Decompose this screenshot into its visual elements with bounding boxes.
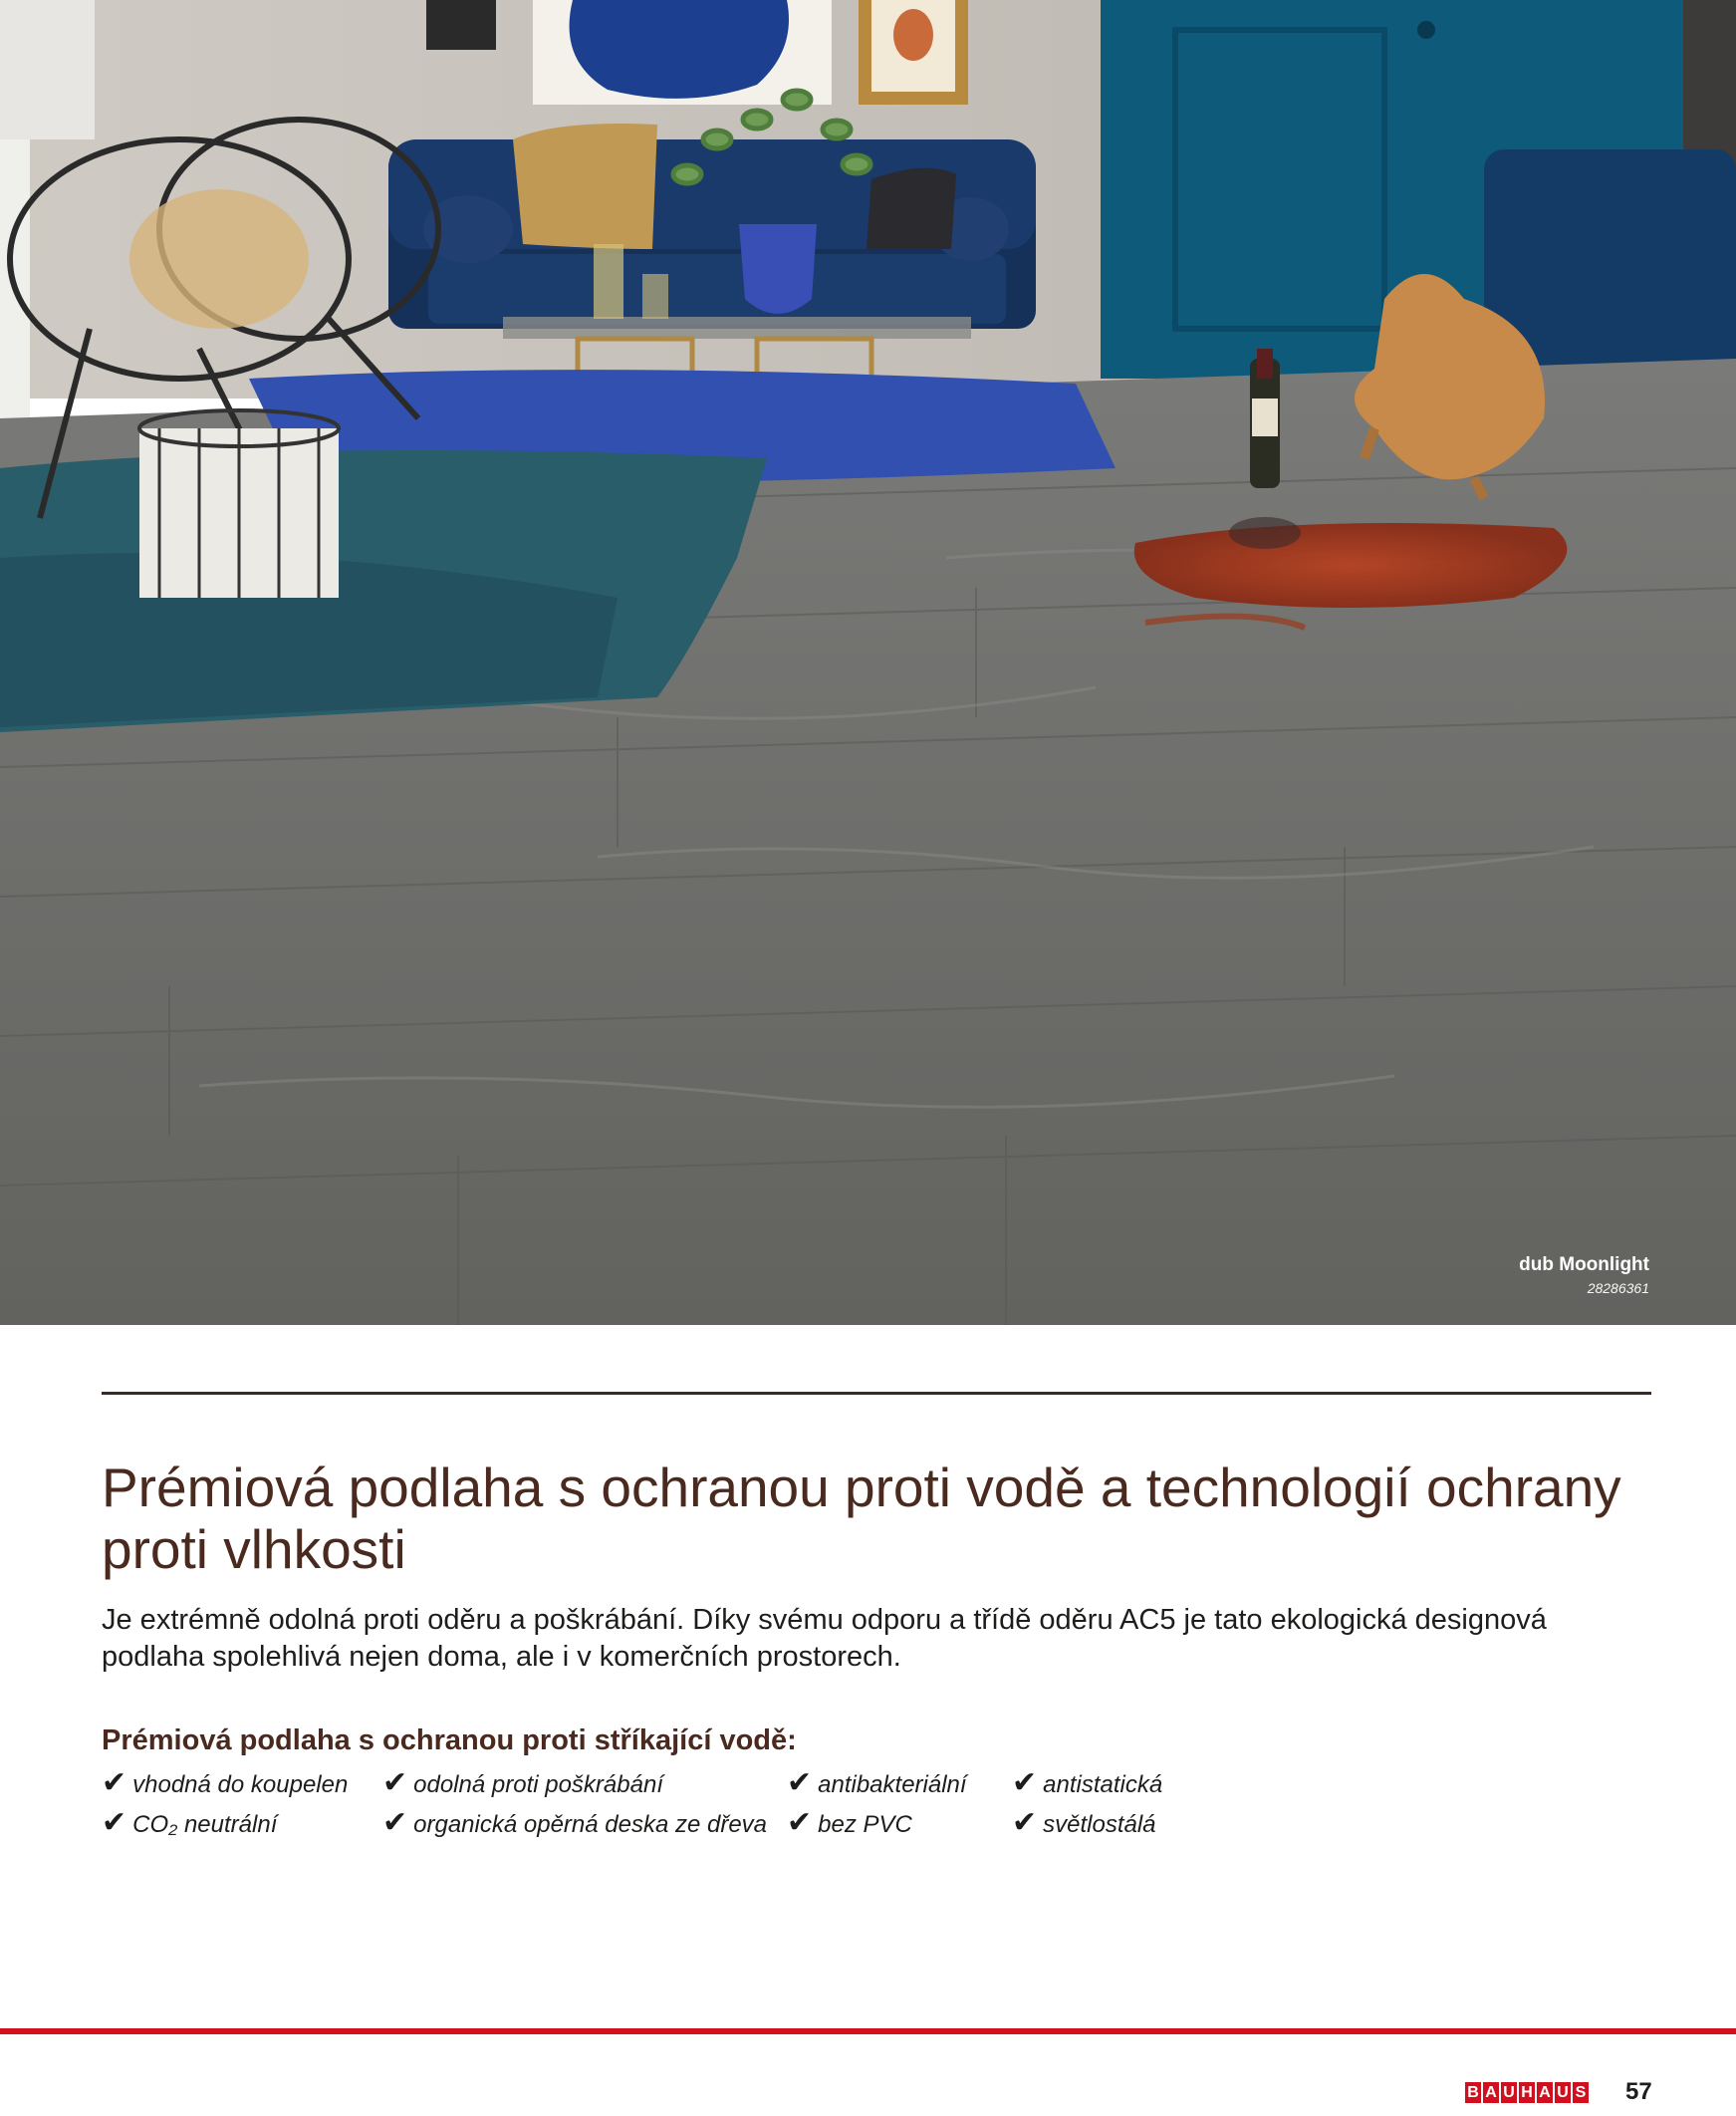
check-icon: ✔ bbox=[382, 1806, 408, 1839]
feature-item bbox=[787, 1765, 1012, 1803]
feature-label: CO₂ neutrální bbox=[132, 1811, 278, 1838]
feature-item bbox=[102, 1805, 382, 1843]
logo-letter: B bbox=[1465, 2082, 1481, 2103]
logo-letter: H bbox=[1519, 2082, 1535, 2103]
vase bbox=[739, 224, 817, 314]
features-heading: Prémiová podlaha s ochranou proti stříkající vodě: bbox=[102, 1724, 797, 1756]
bauhaus-logo bbox=[1465, 2082, 1589, 2103]
wine-glass bbox=[1229, 517, 1301, 549]
abstract-painting bbox=[570, 0, 789, 99]
feature-item bbox=[787, 1805, 1012, 1843]
cushion bbox=[513, 124, 657, 249]
top-divider bbox=[102, 1392, 1651, 1395]
feature-label: organická opěrná deska ze dřeva bbox=[413, 1811, 768, 1838]
feature-item bbox=[1012, 1805, 1251, 1843]
logo-letter: U bbox=[1501, 2082, 1517, 2103]
coffee-table bbox=[503, 317, 971, 339]
check-icon: ✔ bbox=[382, 1766, 408, 1799]
feature-item bbox=[1012, 1765, 1251, 1803]
check-icon: ✔ bbox=[1012, 1806, 1038, 1839]
check-icon: ✔ bbox=[787, 1766, 813, 1799]
page-title: Prémiová podlaha s ochranou proti vodě a technologií ochrany proti vlhkosti bbox=[102, 1456, 1621, 1580]
logo-letter: U bbox=[1555, 2082, 1571, 2103]
feature-item bbox=[382, 1765, 787, 1803]
logo-letter: A bbox=[1537, 2082, 1553, 2103]
product-name: dub Moonlight bbox=[1519, 1254, 1649, 1275]
feature-label: světlostálá bbox=[1043, 1811, 1156, 1838]
check-icon: ✔ bbox=[102, 1806, 127, 1839]
feature-list bbox=[102, 1765, 1396, 1843]
footer-red-line bbox=[0, 2028, 1736, 2034]
feature-label: odolná proti poškrábání bbox=[413, 1771, 663, 1798]
feature-label: bez PVC bbox=[818, 1811, 912, 1838]
feature-item bbox=[382, 1805, 787, 1843]
product-code: 28286361 bbox=[1587, 1280, 1649, 1296]
logo-letter: A bbox=[1483, 2082, 1499, 2103]
check-icon: ✔ bbox=[1012, 1766, 1038, 1799]
feature-label: antibakteriální bbox=[818, 1771, 967, 1798]
feature-label: vhodná do koupelen bbox=[132, 1771, 349, 1798]
logo-letter: S bbox=[1573, 2082, 1589, 2103]
feature-item bbox=[102, 1765, 382, 1803]
page-number: 57 bbox=[1625, 2078, 1652, 2105]
wine-spill bbox=[1134, 523, 1568, 608]
photo-caption bbox=[1519, 1253, 1649, 1299]
check-icon: ✔ bbox=[787, 1806, 813, 1839]
feature-label: antistatická bbox=[1043, 1771, 1163, 1798]
intro-paragraph: Je extrémně odolná proti oděru a poškrábání. Díky svému odporu a třídě oděru AC5 je tato ekologická designová podlaha spolehlivá nejen doma, ale i v komerčních prostorech. bbox=[102, 1604, 1547, 1673]
check-icon: ✔ bbox=[102, 1766, 127, 1799]
